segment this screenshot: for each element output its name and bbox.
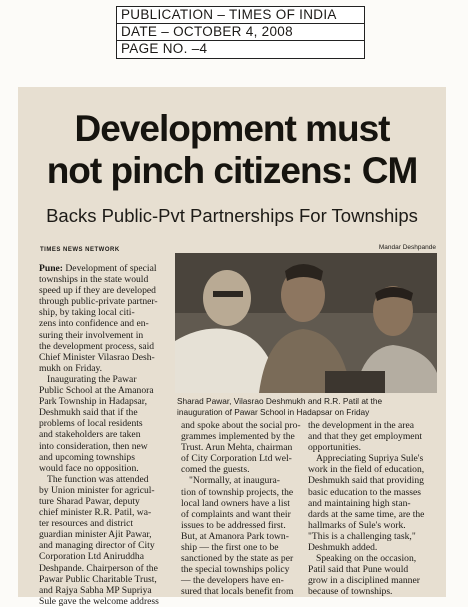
text-line: Deshmukh added. [308, 542, 378, 554]
text-line: hallmarks of Sule's work. [308, 519, 406, 531]
text-line: and spoke about the social pro- [181, 420, 301, 431]
text-line: The function was attended [47, 473, 149, 485]
text-line: dards at the same time, are the [308, 508, 425, 520]
text-line: Park Township in Hadapsar, [39, 396, 148, 408]
newspaper-clipping [18, 87, 446, 607]
text-line: Deshmukh said that providing [308, 475, 424, 487]
text-line: problems of local residents [39, 418, 143, 430]
text-line: and stakeholders are taken [39, 429, 141, 441]
text-line: — the developers have en- [181, 575, 284, 587]
text-line: sured that locals benefit from [181, 586, 294, 598]
text-line: opportunities. [308, 442, 362, 454]
text-line: zens into confidence and en- [39, 318, 149, 330]
headline-line-1: Development must [74, 108, 390, 149]
dateline: Pune: [39, 263, 63, 274]
article-column-1 [39, 263, 171, 607]
subheadline: Backs Public-Pvt Partnerships For Townships [46, 205, 418, 226]
text-line: Patil said that Pune would [308, 564, 409, 576]
paragraph [181, 475, 301, 597]
text-line: "Normally, at inaugura- [189, 475, 280, 487]
text-line: mukh on Friday. [39, 362, 103, 374]
text-line: speed up if they are developed [39, 285, 156, 297]
caption-line: Sharad Pawar, Vilasrao Deshmukh and R.R. Patil at the [177, 396, 383, 406]
article-column-2 [181, 420, 301, 598]
text-line: into consideration, then new [39, 440, 148, 452]
text-line: "This is a challenging task," [308, 530, 416, 542]
text-line [39, 263, 171, 274]
paragraph [308, 553, 433, 597]
photo-illustration [175, 253, 437, 393]
text-line: comed the guests. [181, 464, 250, 476]
paragraph [39, 263, 171, 374]
text-line: the special townships policy [181, 564, 290, 576]
text-line: and maintaining high stan- [308, 497, 411, 509]
text-fragment: Development of special [62, 263, 157, 274]
text-line: tion of township projects, the [181, 486, 294, 498]
text-line: grow in a disciplined manner [308, 575, 420, 587]
paragraph [308, 453, 433, 553]
text-line: Trust. Arun Mehta, chairman [181, 442, 293, 454]
caption-line: inauguration of Pawar School in Hadapsar on Friday [177, 407, 370, 417]
text-line: and managing director of City [39, 540, 155, 552]
text-line: Corporation Ltd Aniruddha [39, 551, 144, 563]
paragraph [181, 420, 301, 475]
text-line: sanctioned by the state as per [181, 553, 294, 565]
text-line: Public School at the Amanora [39, 385, 154, 397]
paragraph [308, 420, 433, 453]
text-line: of City Corporation Ltd wel- [181, 453, 292, 465]
text-line: of complaints and want their [181, 508, 291, 520]
text-line: because of townships. [308, 586, 393, 598]
text-line: But, at Amanora Park town- [181, 530, 289, 542]
paragraph [39, 474, 171, 607]
news-photo [175, 253, 437, 393]
text-line: and upcoming townships [39, 451, 135, 463]
text-line: the development process, said [39, 340, 155, 352]
text-line: the development in the area [308, 420, 415, 431]
text-line: Deshmukh said that if the [39, 407, 138, 419]
text-line: basic education to the masses [308, 486, 421, 498]
date-line: DATE – OCTOBER 4, 2008 [117, 24, 364, 41]
text-line: Speaking on the occasion, [316, 553, 417, 565]
text-line: ship — the first one to be [181, 542, 279, 554]
byline: TIMES NEWS NETWORK [40, 247, 120, 253]
publication-line: PUBLICATION – TIMES OF INDIA [117, 7, 364, 24]
headline-line-2: not pinch citizens: CM [46, 150, 418, 191]
text-line: grammes implemented by the [181, 431, 295, 443]
page-number-line: PAGE NO. –4 [121, 41, 208, 56]
text-line: Sule gave the welcome address [39, 595, 159, 607]
text-line: and Rajya Sabha MP Supriya [39, 584, 152, 596]
text-line: Deshpande. Chairperson of the [39, 562, 158, 574]
text-line: Chief Minister Vilasrao Desh- [39, 351, 155, 363]
publication-info-box [116, 6, 365, 59]
text-line: chief minister R.R. Patil, wa- [39, 507, 152, 519]
text-line: Appreciating Supriya Sule's [316, 453, 424, 465]
text-line: ship, by taking local citi- [39, 307, 135, 319]
text-line: ter resources and district [39, 518, 134, 530]
text-line: would face no opposition. [39, 462, 139, 474]
paragraph [39, 374, 171, 474]
text-line: Inaugurating the Pawar [47, 373, 137, 385]
article-column-3 [308, 420, 433, 598]
text-line: local land owners have a list [181, 497, 290, 509]
text-line: guardian minister Ajit Pawar, [39, 529, 152, 541]
text-line: suring their involvement in [39, 329, 144, 341]
text-line: Pawar Public Charitable Trust, [39, 573, 157, 585]
text-line: and that they get employment [308, 431, 423, 443]
text-line: ture Sharad Pawar, deputy [39, 495, 140, 507]
text-line: work in the field of education, [308, 464, 425, 476]
photo-caption [175, 393, 437, 421]
text-line: townships in the state would [39, 274, 149, 286]
text-line: through public-private partner- [39, 296, 158, 308]
text-line: issues to be addressed first. [181, 519, 286, 531]
text-line: by Union minister for agricul- [39, 484, 155, 496]
photo-credit: Mandar Deshpande [378, 244, 436, 251]
